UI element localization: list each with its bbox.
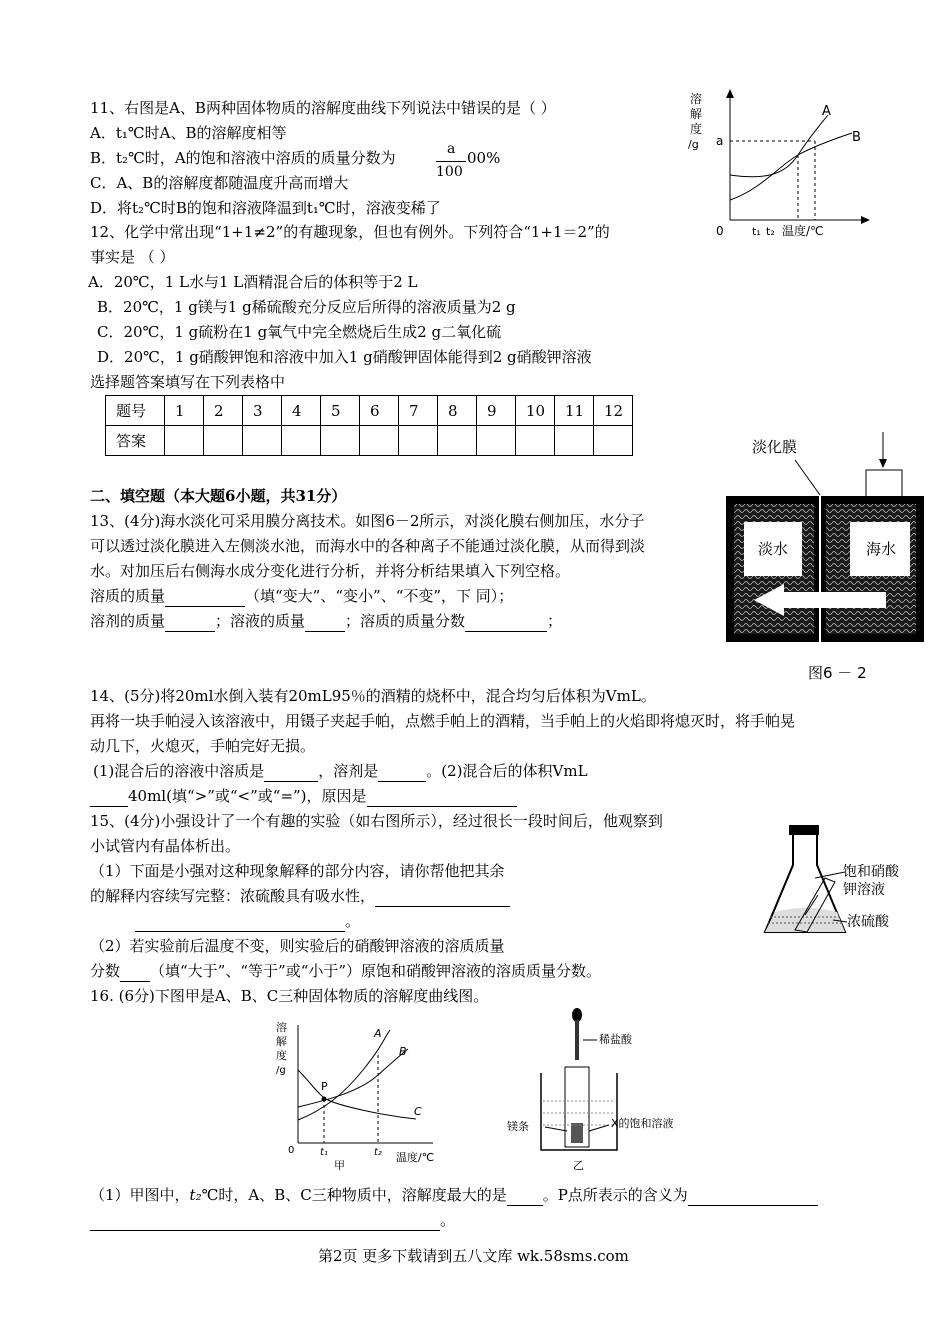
table-cell: 题号 (106, 396, 165, 426)
blank-solution-mass[interactable] (305, 615, 345, 632)
table-cell: 6 (360, 396, 399, 426)
blank-solute-mass[interactable] (165, 590, 245, 607)
table-cell: 9 (477, 396, 516, 426)
membrane-pointer (795, 460, 820, 495)
answer-cell[interactable] (555, 426, 594, 456)
table-cell: 3 (243, 396, 282, 426)
answer-cell[interactable] (204, 426, 243, 456)
table-cell: 4 (282, 396, 321, 426)
q11-stem: 11、右图是A、B两种固体物质的溶解度曲线下列说法中错误的是（ ） (90, 99, 556, 117)
page-footer: 第2页 更多下载请到五八文库 wk.58sms.com (318, 1247, 629, 1265)
fresh-water-label: 淡水 (758, 540, 789, 558)
q11-option-b: B．t₂℃时，A的饱和溶液中溶质的质量分数为 (90, 149, 396, 167)
graph1-origin: 0 (716, 224, 724, 238)
section2-title: 二、填空题（本大题6小题，共31分） (90, 487, 347, 505)
figure-6-2-caption: 图6 － 2 (808, 664, 867, 682)
answer-cell[interactable] (243, 426, 282, 456)
q14-line-4: (1)混合后的溶液中溶质是 ，溶剂是 。(2)混合后的体积VmL (93, 762, 588, 780)
blank-p-meaning-1[interactable] (688, 1189, 818, 1206)
q12-option-d: D．20℃，1 g硝酸钾饱和溶液中加入1 g硝酸钾固体能得到2 g硝酸钾溶液 (97, 348, 592, 366)
graph1-t1: t₁ (752, 225, 761, 238)
flask-figure (755, 820, 935, 945)
answer-cell[interactable] (516, 426, 555, 456)
x-solution-pointer (589, 1125, 609, 1131)
graph1-curve-a (730, 115, 828, 177)
graph2-caption: 甲 (334, 1159, 345, 1172)
q11-option-d: D．将t₂℃时B的饱和溶液降温到t₁℃时，溶液变稀了 (90, 199, 441, 217)
membrane-label: 淡化膜 (752, 438, 798, 456)
flask-label-kno3-1: 饱和硝酸 (843, 864, 899, 880)
fraction-bar (436, 161, 466, 162)
mg-label: 镁条 (507, 1120, 529, 1133)
q12-stem-1: 12、化学中常出现“1+1≠2”的有趣现象，但也有例外。下列符合“1+1＝2”的 (90, 223, 610, 241)
answer-cell[interactable] (594, 426, 633, 456)
q14-line-5: 40ml(填“>”或“<”或“=”)，原因是 (90, 785, 517, 807)
q11-option-b-percent: 00% (467, 149, 501, 167)
q16-line-3: 。 (90, 1209, 455, 1231)
q13-line-3: 水。对加压后右侧海水成分变化进行分析，并将分析结果填入下列空格。 (90, 562, 571, 580)
blank-explanation-1[interactable] (375, 890, 510, 907)
graph2-ylabel-2: 解 (276, 1035, 287, 1048)
table-cell: 答案 (106, 426, 165, 456)
q16-line-1: 16. (6分)下图甲是A、B、C三种固体物质的溶解度曲线图。 (90, 987, 489, 1005)
answer-cell[interactable] (165, 426, 204, 456)
q12-option-b: B．20℃，1 g镁与1 g稀硫酸充分反应后所得的溶液质量为2 g (97, 298, 516, 316)
graph1-t2: t₂ (766, 225, 775, 238)
graph2-origin: 0 (288, 1145, 295, 1156)
q12-stem-2: 事实是 （ ） (90, 248, 175, 266)
q14-line-1: 14、(5分)将20ml水倒入装有20mL95％的酒精的烧杯中，混合均匀后体积为VmL。 (90, 687, 656, 705)
q13-line-1: 13、(4分)海水淡化可采用膜分离技术。如图6－2所示，对淡化膜右侧加压，水分子 (90, 512, 645, 530)
graph2-t1: t₁ (320, 1147, 328, 1158)
answer-cell[interactable] (321, 426, 360, 456)
answer-table-header-row (106, 396, 633, 426)
table-cell: 2 (204, 396, 243, 426)
graph2-point-p (322, 1097, 327, 1102)
blank-solute[interactable] (264, 765, 318, 782)
q11-option-a: A．t₁℃时A、B的溶解度相等 (90, 124, 287, 142)
membrane-figure (720, 430, 930, 690)
q11-fraction-numerator: a (447, 141, 456, 157)
pressure-arrow-head (879, 459, 887, 468)
graph1-y-arrow (726, 89, 734, 98)
table-cell: 10 (516, 396, 555, 426)
table-cell: 11 (555, 396, 594, 426)
graph2-label-b: B (399, 1045, 407, 1058)
graph2-curve-a (298, 1030, 390, 1120)
table-cell: 7 (399, 396, 438, 426)
graph2-label-a: A (374, 1027, 382, 1040)
q13-line-5: 溶剂的质量 ；溶液的质量 ；溶质的质量分数 ； (90, 612, 563, 630)
flask-label-kno3-2: 钾溶液 (843, 882, 885, 898)
blank-mass-fraction[interactable] (465, 615, 547, 632)
table-cell: 1 (165, 396, 204, 426)
q11-fraction-denominator: 100 (436, 164, 463, 180)
answer-table-caption: 选择题答案填写在下列表格中 (90, 373, 286, 391)
graph1-xlabel: 温度/℃ (782, 224, 824, 238)
graph2-label-c: C (414, 1105, 422, 1118)
dropper-tube (575, 1020, 579, 1060)
answer-cell[interactable] (360, 426, 399, 456)
dropper-bulb (572, 1008, 582, 1022)
graph2-ylabel-1: 溶 (276, 1021, 287, 1034)
graph1-label-curve-a: A (822, 104, 831, 119)
mg-pointer (545, 1127, 567, 1131)
answer-cell[interactable] (438, 426, 477, 456)
answer-cell[interactable] (399, 426, 438, 456)
q15-line-7: 分数 （填“大于”、“等于”或“小于”）原饱和硝酸钾溶液的溶质质量分数。 (90, 962, 602, 980)
q15-line-3: （1）下面是小强对这种现象解释的部分内容，请你帮他把其余 (90, 862, 505, 880)
q15-line-2: 小试管内有晶体析出。 (90, 837, 241, 855)
graph1-ylabel-2: 解 (690, 107, 703, 121)
graph2-curve-b (298, 1049, 408, 1107)
answer-table-answer-row (106, 426, 633, 456)
q13-line-2: 可以透过淡化膜进入左侧淡水池，而海水中的各种离子不能通过淡化膜，从而得到淡 (90, 537, 646, 555)
q12-option-c: C．20℃，1 g硫粉在1 g氧气中完全燃烧后生成2 g二氧化硫 (97, 323, 502, 341)
solubility-graph-abc (268, 1015, 448, 1175)
blank-volume-compare[interactable] (90, 790, 128, 807)
graph1-ylabel-4: /g (688, 138, 699, 151)
mg-strip (571, 1123, 583, 1143)
blank-p-meaning-2[interactable] (90, 1214, 440, 1231)
blank-max-solubility[interactable] (507, 1189, 543, 1206)
beaker-figure (505, 1005, 705, 1175)
blank-reason[interactable] (367, 790, 517, 807)
graph2-ylabel-3: 度 (276, 1049, 287, 1062)
answer-table (105, 395, 633, 456)
acid-label: 稀盐酸 (599, 1033, 632, 1046)
q12-option-a: A．20℃，1 L水与1 L酒精混合后的体积等于2 L (88, 273, 418, 291)
blank-solvent[interactable] (378, 765, 426, 782)
q15-line-4: 的解释内容续写完整：浓硫酸具有吸水性， (90, 885, 510, 907)
q15-line-1: 15、(4分)小强设计了一个有趣的实验（如右图所示），经过很长一段时间后，他观察到 (90, 812, 663, 830)
beaker-caption: 乙 (573, 1159, 584, 1172)
graph1-ylabel-1: 溶 (690, 92, 703, 106)
table-cell: 8 (438, 396, 477, 426)
graph1-label-a-value: a (716, 134, 724, 148)
table-cell: 5 (321, 396, 360, 426)
graph2-ylabel-4: /g (276, 1065, 286, 1076)
graph2-xlabel: 温度/℃ (396, 1151, 435, 1164)
answer-cell[interactable] (477, 426, 516, 456)
graph1-curve-b (730, 133, 852, 200)
q15-line-5: 。 (135, 910, 360, 932)
table-cell: 12 (594, 396, 633, 426)
q13-line-4: 溶质的质量 （填“变大”、“变小”、“不变”，下 同）； (90, 587, 514, 605)
blank-solvent-mass[interactable] (165, 615, 215, 632)
blank-explanation-2[interactable] (135, 915, 345, 932)
flask-stopper (789, 825, 819, 835)
blank-fraction-compare[interactable] (120, 965, 150, 982)
sea-water-label: 海水 (866, 540, 897, 558)
q15-line-6: （2）若实验前后温度不变，则实验后的硝酸钾溶液的溶质质量 (90, 937, 505, 955)
q11-option-c: C．A、B的溶解度都随温度升高而增大 (90, 174, 349, 192)
answer-cell[interactable] (282, 426, 321, 456)
flask-label-h2so4: 浓硫酸 (847, 914, 889, 930)
q16-line-2: （1）甲图中，t₂℃时，A、B、C三种物质中，溶解度最大的是 。P点所表示的含义为 (90, 1184, 818, 1206)
graph1-ylabel-3: 度 (690, 122, 703, 136)
q14-line-3: 动几下，火熄灭，手帕完好无损。 (90, 737, 316, 755)
solubility-graph-ab (680, 85, 880, 245)
graph2-t2: t₂ (374, 1147, 382, 1158)
graph1-x-arrow (861, 216, 870, 224)
q14-line-2: 再将一块手帕浸入该溶液中，用镊子夹起手帕，点燃手帕上的酒精，当手帕上的火焰即将熄灭时，将手帕晃 (90, 712, 796, 730)
x-solution-label: X的饱和溶液 (611, 1117, 674, 1130)
graph2-label-p: P (321, 1080, 328, 1093)
graph1-label-curve-b: B (852, 130, 861, 145)
